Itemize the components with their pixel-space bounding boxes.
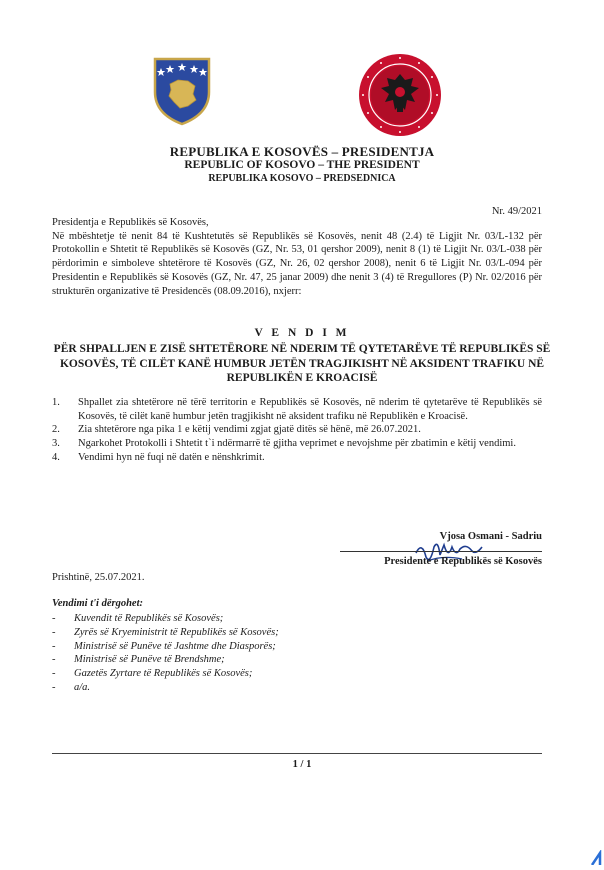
signatory-title: Presidente e Republikës së Kosovës (384, 556, 542, 567)
list-item: - Ministrisë së Punëve të Jashtme dhe Diasporës; (52, 640, 276, 652)
item-text: Shpallet zia shtetërore në tërë territorin e Republikës së Kosovës, në nderim të qytetarëve të Republikës së Kosovës, të cilët kanë humbur jetën tragjikisht në aksident trafiku në Republikën e Kroacisë. (78, 397, 542, 422)
item-text: Ngarkohet Protokolli i Shtetit t`i ndërmarrë të gjitha veprimet e nevojshme për zbatimin e këtij vendimi. (78, 438, 516, 450)
decision-item (52, 451, 542, 465)
signature-line (340, 551, 542, 552)
signatory-name: Vjosa Osmani - Sadriu (439, 531, 542, 542)
page-number: 1 / 1 (292, 759, 312, 770)
kosovo-coat-of-arms-icon (152, 56, 212, 126)
list-item: - Gazetës Zyrtare të Republikës së Kosovës; (52, 668, 253, 680)
footer-divider (52, 753, 542, 754)
list-item: - Kuvendit të Republikës së Kosovës; (52, 613, 224, 624)
decision-item (52, 423, 542, 437)
header-line-1: REPUBLIKA E KOSOVËS – PRESIDENTJA (169, 144, 435, 159)
decision-items (52, 396, 542, 465)
item-number: 3. (52, 438, 60, 450)
recipients-list (52, 612, 279, 695)
reference-number: Nr. 49/2021 (491, 206, 542, 217)
corner-mark-icon (590, 850, 604, 865)
decision-item (52, 396, 542, 423)
presidential-seal-icon (357, 52, 443, 138)
decision-subtitle: PËR SHPALLJEN E ZISË SHTETËRORE NË NDERIM TË QYTETARËVE TË REPUBLIKËS SË KOSOVËS, TË CILËT KANË HUMBUR JETËN TRAGJIKISHT NË AKSIDENT TRAFIKU NË REPUBLIKËN E KROACISË (53, 343, 551, 384)
decision-title: V E N D I M (254, 327, 350, 339)
item-number: 4. (52, 451, 60, 463)
item-text: Vendimi hyn në fuqi në datën e nënshkrimit. (78, 451, 265, 463)
preamble-text: Presidentja e Republikës së Kosovës, Në mbështetje të nenit 84 të Kushtetutës së Republikës së Kosovës, nenit 48 (2.4) të Ligjit Nr. 03/L-132 për Protokollin e Shtetit të Republikës së Kosovës (GZ, Nr. 53, 01 qershor 2009), nenit 8 (1) të Ligjit Nr. 03/L-038 për përdorimin e simboleve shtetërore të Kosovës (GZ, Nr. 26, 02 qershor 2008), nenit 6 të Ligjit Nr. 03/L-094 për Presidentin e Republikës së Kosovës (GZ, Nr. 47, 25 janar 2009) dhe nenit 3 (4) të Rregullores (P) Nr. 02/2016 për strukturën organizative të Presidencës (08.09.2016), nxjerr: (52, 217, 542, 297)
recipients-title: Vendimi t'i dërgohet: (52, 598, 144, 609)
list-item: - Zyrës së Kryeministrit të Republikës së Kosovës; (52, 626, 279, 638)
list-item: - Ministrisë së Punëve të Brendshme; (52, 654, 225, 666)
decision-item (52, 437, 542, 451)
header-line-2: REPUBLIC OF KOSOVO – THE PRESIDENT (184, 159, 420, 171)
item-text: Zia shtetërore nga pika 1 e këtij vendimi zgjat gjatë ditës së hënë, më 26.07.2021. (78, 424, 421, 436)
item-number: 1. (52, 397, 60, 408)
item-number: 2. (52, 424, 60, 436)
header-line-3: REPUBLIKA KOSOVO – PREDSEDNICA (208, 173, 396, 184)
list-item: - a/a. (52, 681, 91, 693)
place-date: Prishtinë, 25.07.2021. (52, 572, 145, 583)
